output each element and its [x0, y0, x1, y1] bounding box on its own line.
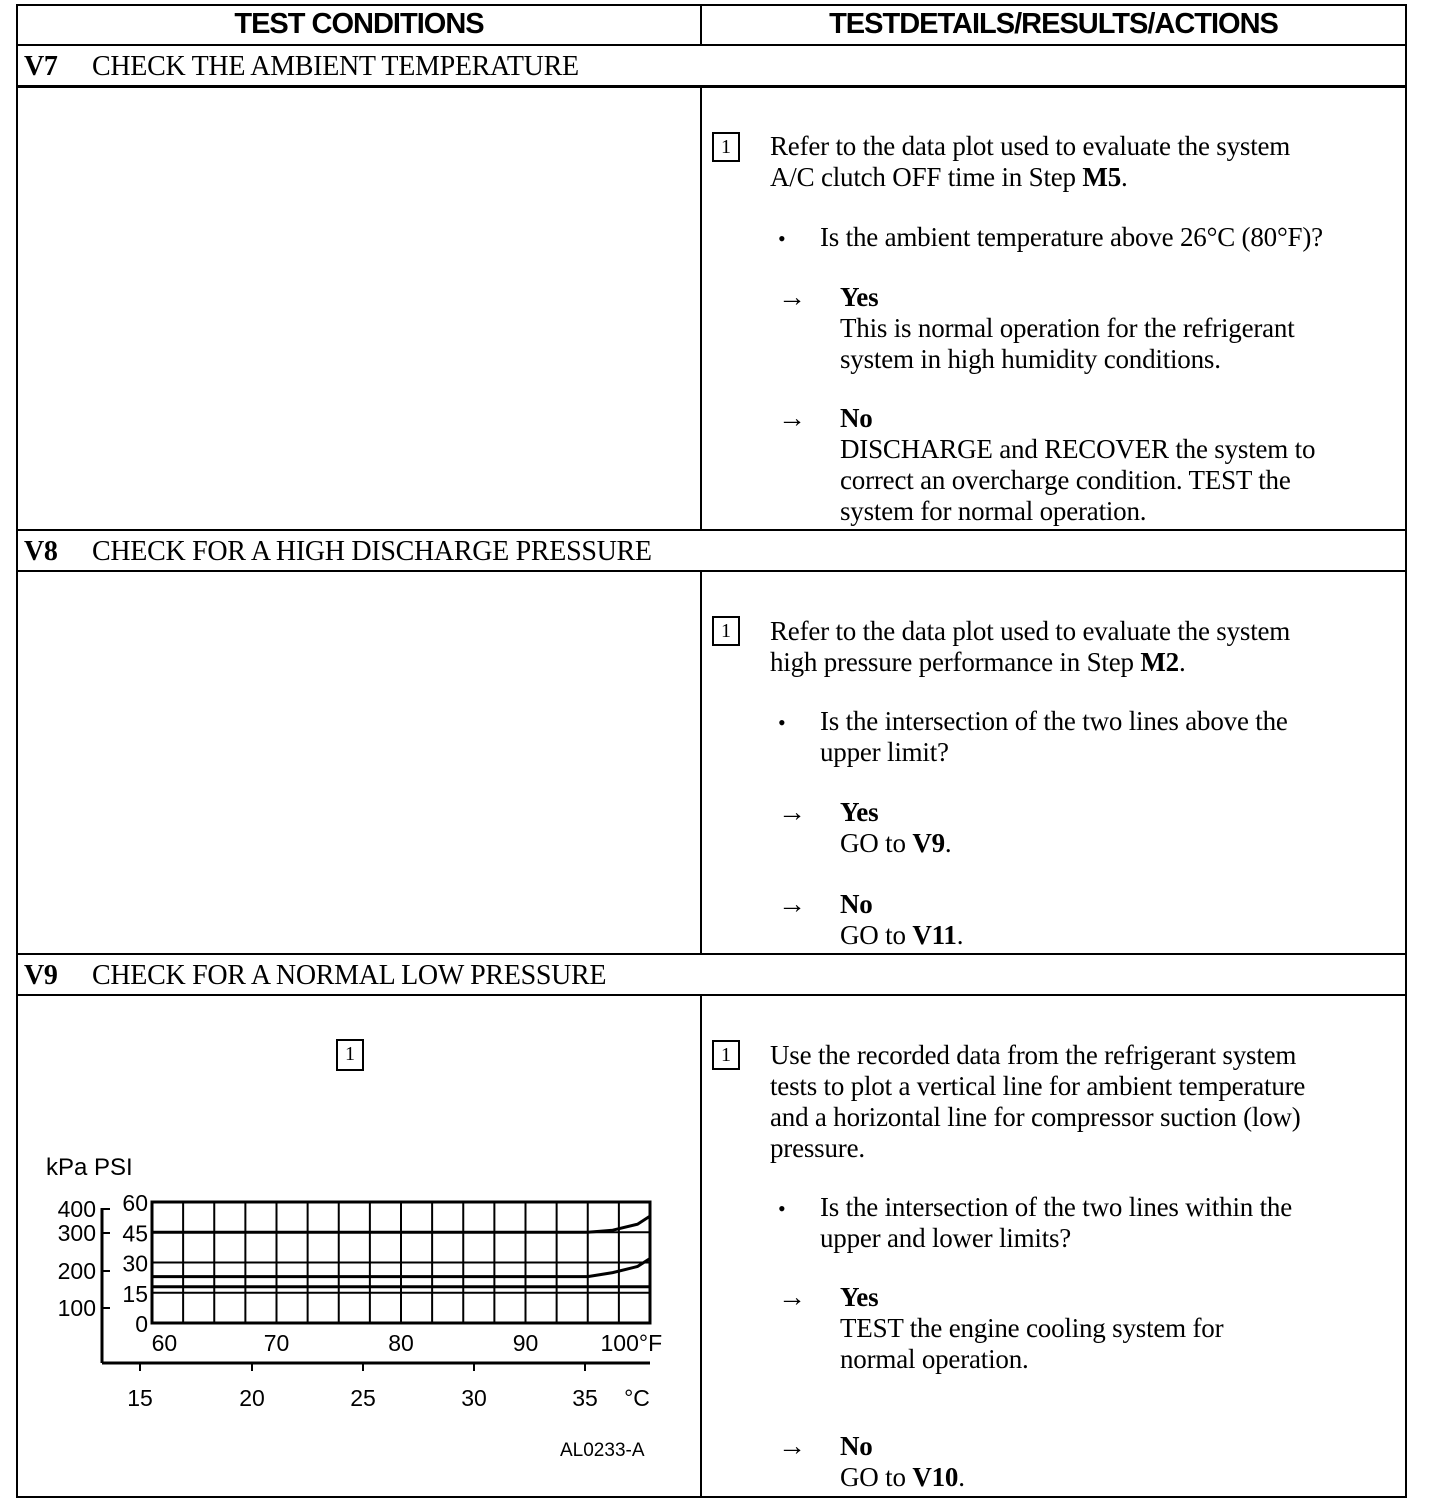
v8-question-line2: upper limit? — [820, 737, 949, 767]
v7-title: CHECK THE AMBIENT TEMPERATURE — [92, 51, 579, 82]
header-test-conditions: TEST CONDITIONS — [234, 8, 484, 40]
v7-instruction-line2 — [770, 162, 1290, 193]
v7-step-box: 1 — [712, 132, 740, 162]
v7-step-ref: M5 — [1082, 162, 1121, 192]
v8-bullet-icon: • — [778, 710, 786, 735]
psi-tick-label: 30 — [122, 1250, 148, 1277]
v7-no-line2: correct an overcharge condition. TEST the — [840, 465, 1291, 495]
fahrenheit-tick-label: 100°F — [600, 1330, 663, 1356]
v7-no-line3: system for normal operation. — [840, 496, 1147, 526]
v9-no-block — [840, 1431, 965, 1493]
kpa-tick-label: 400 — [57, 1196, 96, 1222]
v9-id: V9 — [24, 960, 58, 991]
v9-title-divider — [16, 994, 1407, 996]
kpa-tick-label: 100 — [57, 1295, 96, 1321]
psi-tick-label: 15 — [122, 1280, 148, 1307]
v8-no-link: V11 — [912, 920, 957, 950]
v9-no-end: . — [958, 1462, 965, 1492]
v8-step-box: 1 — [712, 616, 740, 646]
v8-yes-arrow-icon: → — [778, 797, 806, 828]
v8-yes-block — [840, 797, 951, 859]
celsius-tick-label: °C — [624, 1385, 650, 1411]
v7-bullet-icon: • — [778, 226, 786, 251]
v7-yes-arrow-icon: → — [778, 282, 806, 313]
v7-no-block — [840, 403, 1315, 527]
v9-yes-arrow-icon: → — [778, 1282, 806, 1313]
v9-title: CHECK FOR A NORMAL LOW PRESSURE — [92, 960, 607, 991]
v8-no-block — [840, 889, 963, 951]
v9-no-action — [840, 1462, 965, 1493]
v9-question — [820, 1192, 1292, 1254]
v9-top-divider — [16, 953, 1407, 955]
v7-instruction — [770, 131, 1290, 193]
v8-yes-action — [840, 828, 951, 859]
v8-no-action — [840, 920, 963, 951]
v9-yes-line1: TEST the engine cooling system for — [840, 1313, 1224, 1343]
v8-id: V8 — [24, 536, 58, 567]
fahrenheit-tick-label: 80 — [388, 1330, 414, 1356]
v7-line2-end: . — [1121, 162, 1128, 192]
celsius-tick-label: 20 — [239, 1385, 265, 1411]
v8-instruction-line1: Refer to the data plot used to evaluate the system — [770, 616, 1291, 646]
v8-yes-text: GO to — [840, 828, 913, 858]
v9-figure-step-box: 1 — [336, 1039, 364, 1071]
v9-yes-line2: normal operation. — [840, 1344, 1029, 1374]
v8-yes-link: V9 — [912, 828, 945, 858]
v9-bullet-icon: • — [778, 1196, 786, 1221]
v7-yes-block — [840, 282, 1295, 375]
v8-yes-label: Yes — [840, 797, 879, 827]
v9-yes-block — [840, 1282, 1223, 1375]
v9-instruction-line2: tests to plot a vertical line for ambient temperature — [770, 1071, 1306, 1101]
v8-no-arrow-icon: → — [778, 889, 806, 920]
v9-step-box: 1 — [712, 1040, 740, 1070]
celsius-tick-label: 25 — [350, 1385, 376, 1411]
v7-yes-label: Yes — [840, 282, 879, 312]
v7-question: Is the ambient temperature above 26°C (80°F)? — [820, 222, 1323, 252]
v8-line2-text: high pressure performance in Step — [770, 647, 1141, 677]
v8-question — [820, 706, 1288, 768]
v9-instruction-line4: pressure. — [770, 1133, 865, 1163]
v8-question-line1: Is the intersection of the two lines above the — [820, 706, 1288, 736]
psi-tick-label: 0 — [135, 1311, 148, 1337]
v9-no-arrow-icon: → — [778, 1431, 806, 1462]
v8-instruction-line2 — [770, 647, 1290, 678]
v9-instruction — [770, 1040, 1305, 1164]
v9-no-label: No — [840, 1431, 873, 1461]
celsius-tick-label: 35 — [572, 1385, 598, 1411]
v9-section-title — [24, 959, 606, 993]
v7-yes-line2: system in high humidity conditions. — [840, 344, 1221, 374]
v7-yes-line1: This is normal operation for the refrigerant — [840, 313, 1295, 343]
v8-yes-end: . — [944, 828, 952, 858]
v9-no-text: GO to — [840, 1462, 913, 1492]
fahrenheit-tick-label: 60 — [151, 1330, 178, 1356]
frame-left — [16, 4, 18, 1498]
v9-question-line1: Is the intersection of the two lines within the — [820, 1192, 1292, 1222]
column-divider-v7 — [700, 85, 702, 531]
v9-question-line2: upper and lower limits? — [820, 1223, 1072, 1253]
celsius-tick-label: 30 — [461, 1385, 487, 1411]
pressure-chart — [30, 1140, 670, 1470]
v7-no-arrow-icon: → — [778, 403, 806, 434]
frame-right — [1405, 4, 1407, 1498]
v9-no-link: V10 — [912, 1462, 959, 1492]
column-divider-v9 — [700, 994, 702, 1498]
celsius-tick-label: 15 — [127, 1385, 153, 1411]
v7-no-line1: DISCHARGE and RECOVER the system to — [840, 434, 1316, 464]
v7-line2-text: A/C clutch OFF time in Step — [770, 162, 1083, 192]
kpa-tick-label: 200 — [57, 1258, 96, 1284]
column-divider-v8 — [700, 570, 702, 955]
psi-tick-label: 45 — [122, 1220, 148, 1247]
fahrenheit-tick-label: 70 — [263, 1330, 290, 1356]
v8-step-ref: M2 — [1140, 647, 1179, 677]
v8-line2-end: . — [1178, 647, 1186, 677]
v9-yes-label: Yes — [840, 1282, 879, 1312]
header-divider — [16, 44, 1407, 46]
v7-instruction-line1: Refer to the data plot used to evaluate the system — [770, 131, 1291, 161]
v8-top-divider — [16, 529, 1407, 531]
v8-title: CHECK FOR A HIGH DISCHARGE PRESSURE — [92, 536, 652, 567]
psi-tick-label: 60 — [122, 1190, 148, 1216]
v7-id: V7 — [24, 51, 58, 82]
v9-instruction-line3: and a horizontal line for compressor suction (low) — [770, 1102, 1301, 1132]
figure-code: AL0233-A — [560, 1440, 645, 1461]
chart-units-label: kPa PSI — [46, 1154, 133, 1181]
v8-instruction — [770, 616, 1290, 678]
v8-title-divider — [16, 570, 1407, 572]
v8-no-text: GO to — [840, 920, 913, 950]
v8-no-label: No — [840, 889, 873, 919]
kpa-tick-label: 300 — [57, 1220, 96, 1246]
v8-section-title — [24, 535, 652, 569]
v8-no-end: . — [956, 920, 964, 950]
header-test-details: TESTDETAILS/RESULTS/ACTIONS — [829, 8, 1278, 40]
fahrenheit-tick-label: 90 — [512, 1330, 539, 1356]
v7-title-divider — [16, 85, 1407, 88]
v7-section-title — [24, 50, 579, 84]
frame-bottom — [16, 1496, 1407, 1498]
v7-no-label: No — [840, 403, 873, 433]
v9-instruction-line1: Use the recorded data from the refrigerant system — [770, 1040, 1297, 1070]
